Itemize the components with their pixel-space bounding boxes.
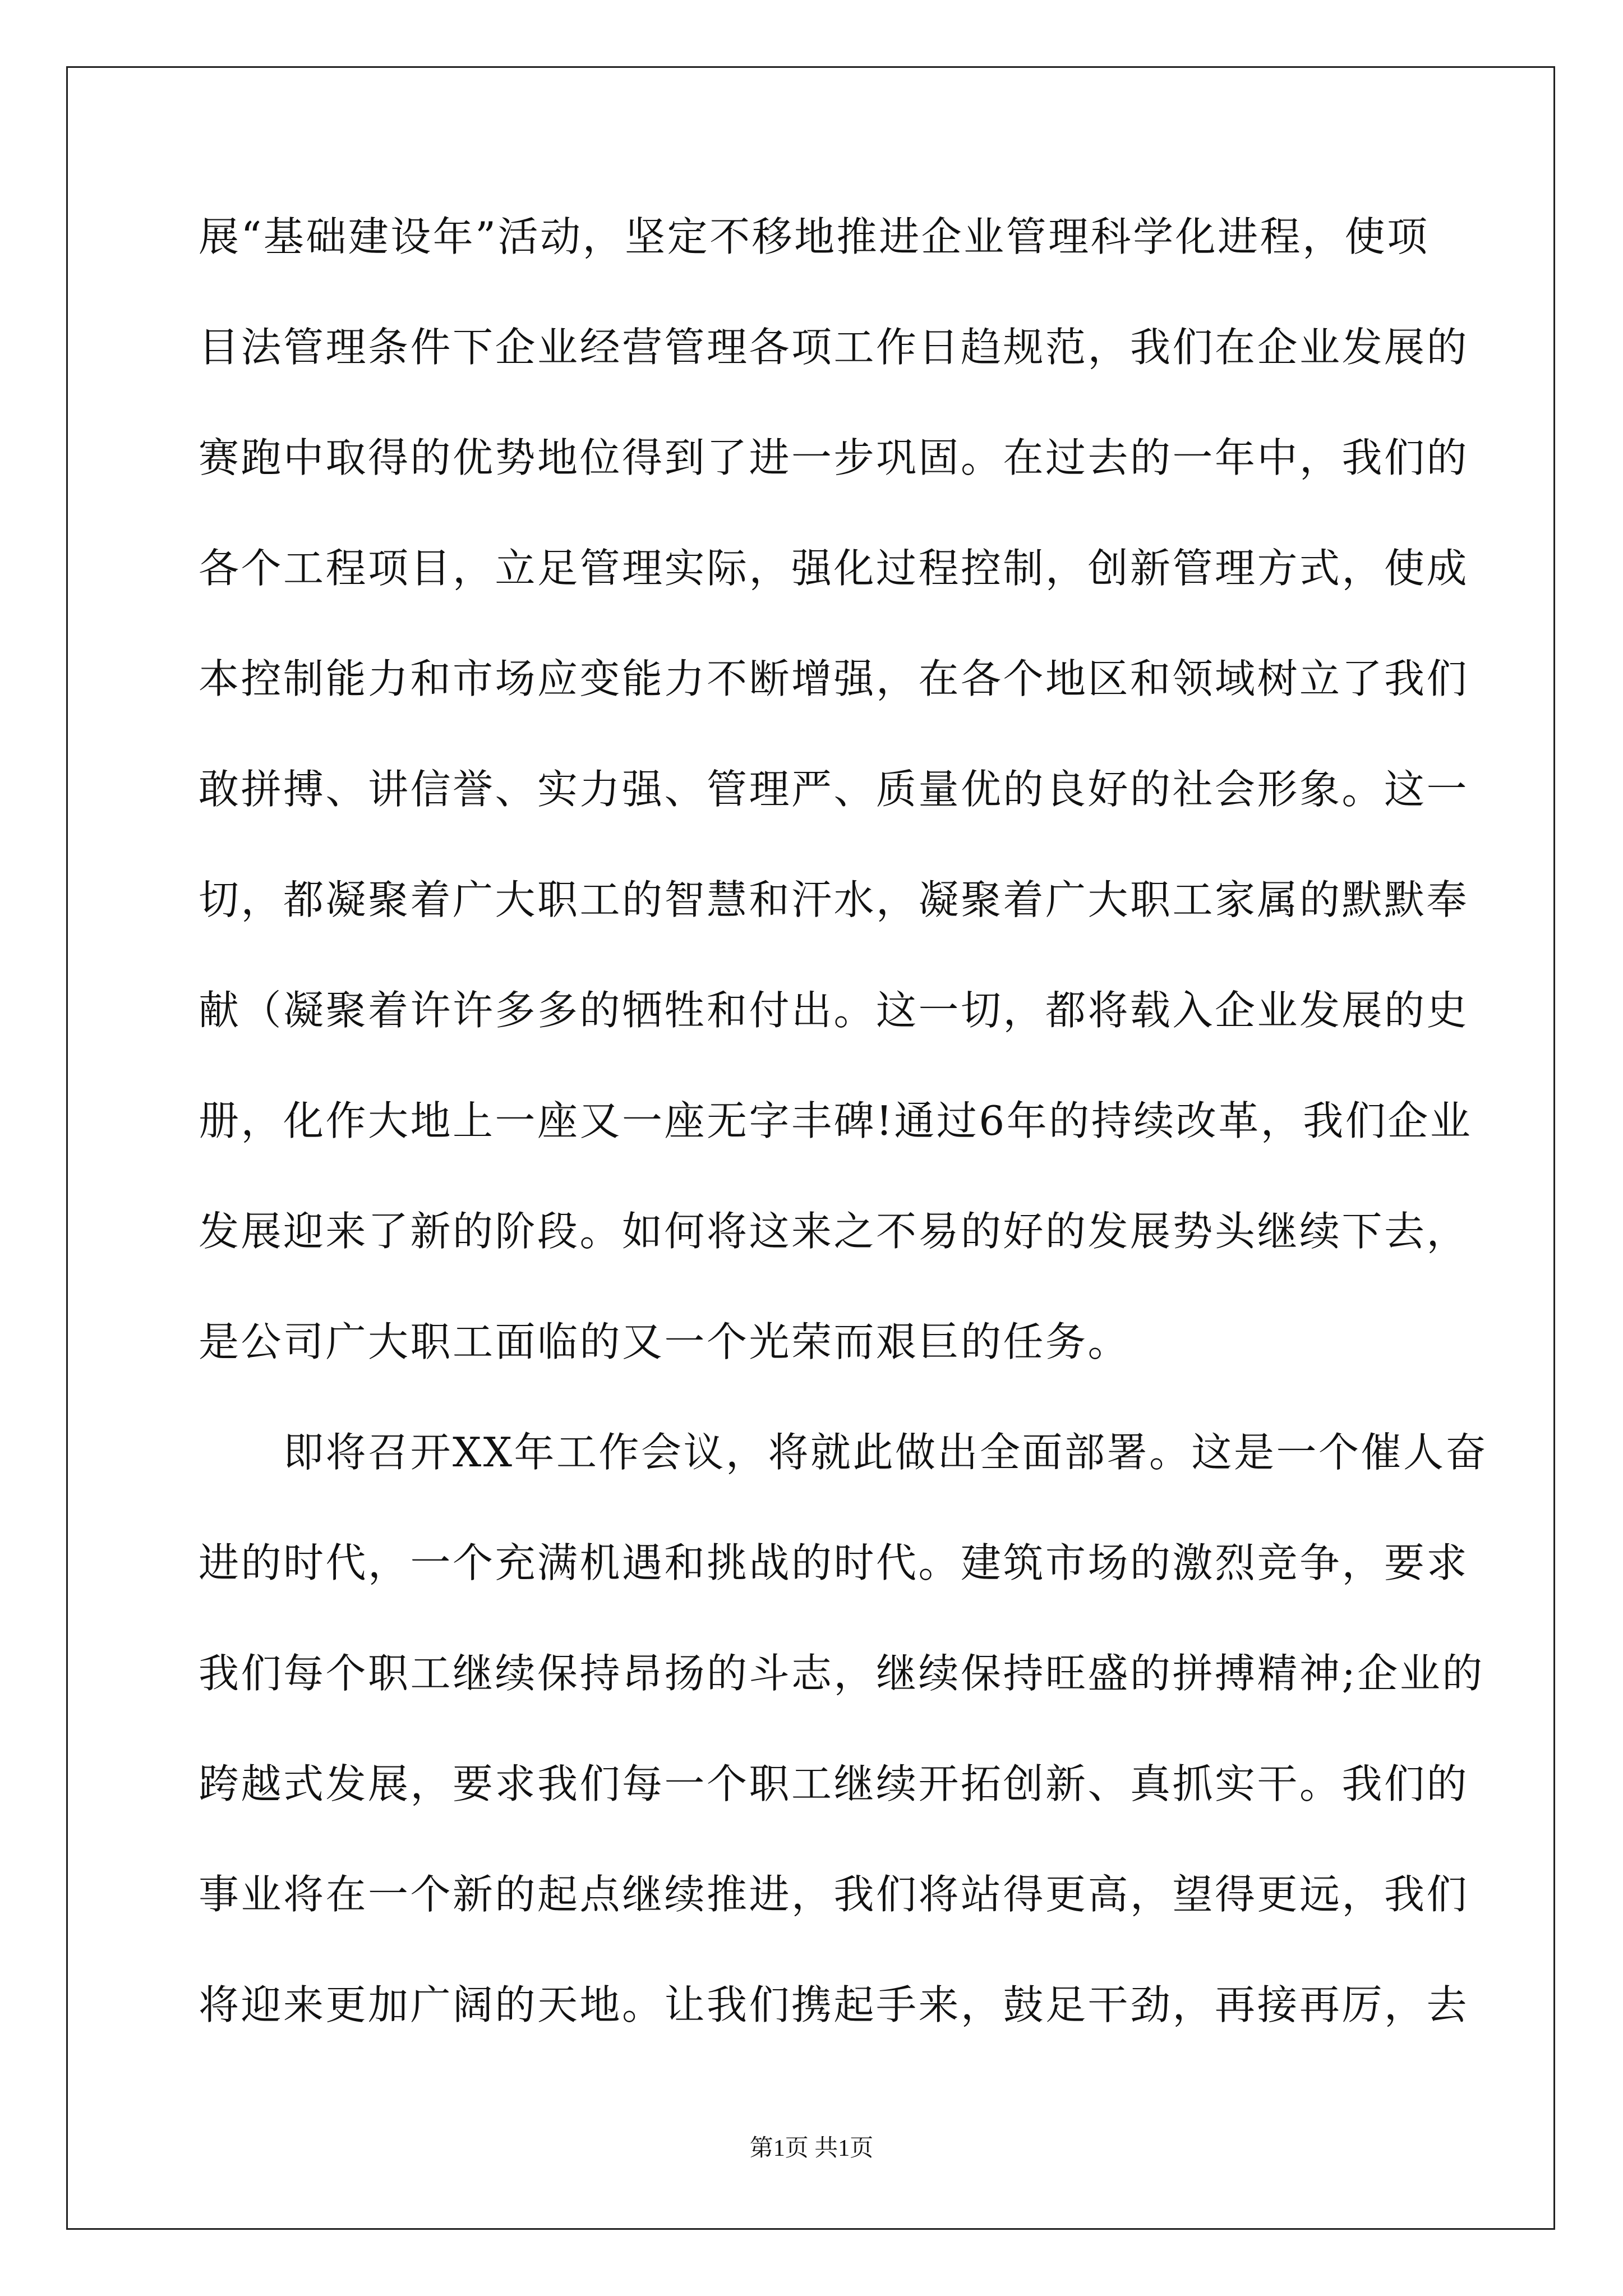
- text-line: 册，化作大地上一座又一座无字丰碑!通过6年的持续改革，我们企业: [199, 1097, 1473, 1144]
- text-line: 献（凝聚着许许多多的牺牲和付出。这一切，都将载入企业发展的史: [199, 987, 1469, 1034]
- text-line: 事业将在一个新的起点继续推进，我们将站得更高，望得更远，我们: [199, 1871, 1469, 1918]
- text-line: 赛跑中取得的优势地位得到了进一步巩固。在过去的一年中，我们的: [199, 434, 1469, 481]
- text-line: 发展迎来了新的阶段。如何将这来之不易的好的发展势头继续下去，: [199, 1208, 1469, 1255]
- text-line: 各个工程项目，立足管理实际，强化过程控制，创新管理方式，使成: [199, 545, 1469, 592]
- text-line: 将迎来更加广阔的天地。让我们携起手来，鼓足干劲，再接再厉，去: [199, 1981, 1469, 2028]
- text-line: 我们每个职工继续保持昂扬的斗志，继续保持旺盛的拼搏精神;企业的: [199, 1650, 1484, 1697]
- text-line: 目法管理条件下企业经营管理各项工作日趋规范，我们在企业发展的: [199, 324, 1469, 371]
- text-line: 是公司广大职工面临的又一个光荣而艰巨的任务。: [199, 1318, 1131, 1365]
- text-line: 本控制能力和市场应变能力不断增强，在各个地区和领域树立了我们: [199, 655, 1469, 702]
- text-line: 敢拼搏、讲信誉、实力强、管理严、质量优的良好的社会形象。这一: [199, 766, 1469, 813]
- text-line: 即将召开XX年工作会议，将就此做出全面部署。这是一个催人奋: [199, 1429, 1488, 1476]
- text-line: 切，都凝聚着广大职工的智慧和汗水，凝聚着广大职工家属的默默奉: [199, 876, 1469, 923]
- text-line: 跨越式发展，要求我们每一个职工继续开拓创新、真抓实干。我们的: [199, 1760, 1469, 1807]
- text-line: 展“基础建设年”活动，坚定不移地推进企业管理科学化进程，使项: [199, 213, 1430, 260]
- page-number-footer: 第1页 共1页: [749, 2136, 874, 2161]
- text-line: 进的时代，一个充满机遇和挑战的时代。建筑市场的激烈竞争，要求: [199, 1539, 1469, 1586]
